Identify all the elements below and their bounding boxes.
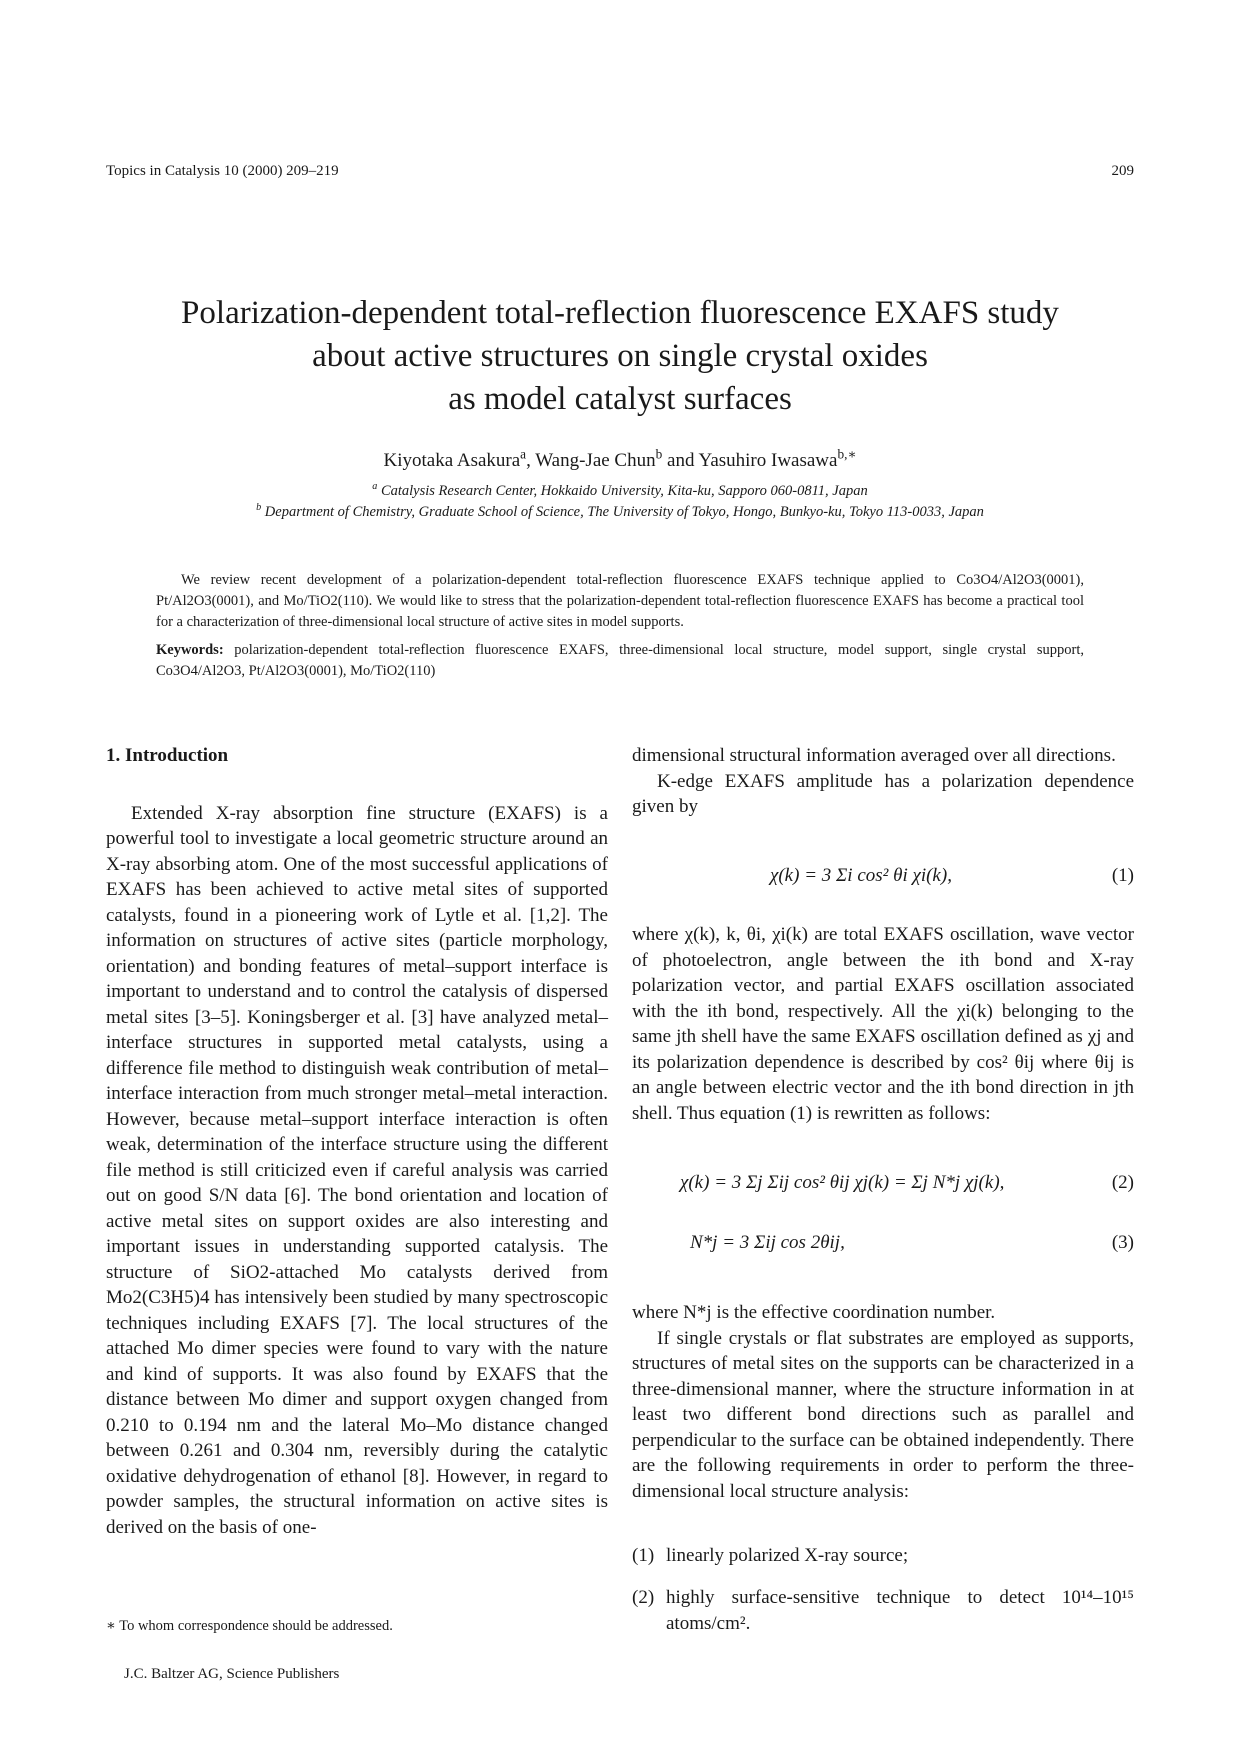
body-paragraph: If single crystals or flat substrates are employed as supports, structures of metal sites on the supports can be characterized in a three-dimensional manner, where the structure information in at least two different bond directions such as parallel and perpendicular to the surface can be obtained independently. There are the following requirements in order to perform the three-dimensional local structure analysis:: [632, 1327, 1134, 1502]
left-column: [106, 743, 608, 1540]
author-name: Yasuhiro Iwasawa: [698, 450, 838, 471]
author-affil-mark: a: [520, 446, 527, 462]
keywords: [156, 640, 1084, 682]
title-line-2: about active structures on single crystal oxides: [312, 338, 928, 374]
author-list: [0, 446, 1240, 472]
author-separator: ,: [526, 450, 536, 471]
affiliation-b: [0, 504, 1240, 521]
body-paragraph: where N*j is the effective coordination number.: [632, 1302, 996, 1323]
section-heading: 1. Introduction: [106, 745, 229, 766]
right-column-block-3: [632, 1300, 1134, 1504]
affiliation-mark: b: [256, 502, 262, 514]
journal-citation: Topics in Catalysis 10 (2000) 209–219: [106, 163, 339, 179]
affiliation-a: [0, 483, 1240, 500]
paper-title: [0, 292, 1240, 421]
continued-paragraph: dimensional structural information averaged over all directions.: [632, 745, 1116, 766]
body-paragraph: K-edge EXAFS amplitude has a polarization dependence given by: [632, 770, 1134, 817]
abstract-text: We review recent development of a polarization-dependent total-reflection fluorescence EXAFS technique applied to Co3O4/Al2O3(0001), Pt/Al2O3(0001), and Mo/TiO2(110). We would like to stress that the polarization-dependent total-reflection fluorescence EXAFS has become a practical tool for a characterization of three-dimensional local structure of active sites in model supports.: [156, 572, 1084, 630]
intro-paragraph: Extended X-ray absorption fine structure (EXAFS) is a powerful tool to investigate a local geometric structure around an X-ray absorbing atom. One of the most successful applications of EXAFS has been achieved to active metal sites of supported catalysts, found in a pioneering work of Lytle et al. [1,2]. The information on structures of active sites (particle morphology, orientation) and bonding features of metal–support interface is important to understand and to control the catalysis of dispersed metal sites [3–5]. Koningsberger et al. [3] have analyzed metal–interface structures in supported metal catalysts, using a difference file method to distinguish weak contribution of metal–interface interaction from much stronger metal–metal interaction. However, because metal–support interface interaction is often weak, determination of the interface structure using the different file method is still criticized even if careful analysis was carried out on good S/N data [6]. The bond orientation and location of active metal sites on support oxides are also interesting and important issues in understanding supported catalysis. The structure of SiO2-attached Mo catalysts derived from Mo2(C3H5)4 has intensively been studied by many spectroscopic techniques including EXAFS [7]. The local structures of the attached Mo dimer species were found to vary with the nature and kind of supports. It was also found by EXAFS that the distance between Mo dimer and support oxygen changed from 0.210 to 0.194 nm and the lateral Mo–Mo distance changed between 0.261 and 0.304 nm, reversibly during the catalytic oxidative dehydrogenation of ethanol [8]. However, in regard to powder samples, the structural information on active sites is derived on the basis of one-: [106, 802, 608, 1538]
keywords-label: Keywords:: [156, 642, 224, 658]
author-affil-mark: b,∗: [837, 446, 857, 462]
affiliation-text: Department of Chemistry, Graduate School of Science, The University of Tokyo, Hongo, Bunkyo-ku, Tokyo 113-0033, Japan: [264, 504, 984, 520]
keywords-text: polarization-dependent total-reflection fluorescence EXAFS, three-dimensional local structure, model support, single crystal support, Co3O4/Al2O3, Pt/Al2O3(0001), Mo/TiO2(110): [156, 642, 1085, 679]
publisher-line: J.C. Baltzer AG, Science Publishers: [124, 1666, 340, 1682]
page-number: 209: [1111, 163, 1134, 179]
equation-3: N*j = 3 Σij cos 2θij,: [690, 1232, 845, 1253]
author-affil-mark: b: [655, 446, 663, 462]
list-number: (1): [632, 1545, 655, 1566]
equation-2: χ(k) = 3 Σj Σij cos² θij χj(k) = Σj N*j χj(k),: [680, 1172, 1005, 1193]
author-name: Wang-Jae Chun: [535, 450, 656, 471]
right-column: [632, 743, 1134, 820]
equation-number: (2): [1111, 1172, 1134, 1193]
body-paragraph: where χ(k), k, θi, χi(k) are total EXAFS oscillation, wave vector of photoelectron, angle between the ith bond and X-ray polarization vector, and partial EXAFS oscillation associated with the ith bond, respectively. All the χi(k) belonging to the same jth shell have the same EXAFS oscillation defined as χj and its polarization dependence is described by cos² θij where θij is an angle between electric vector and the ith bond direction in jth shell. Thus equation (1) is rewritten as follows:: [632, 924, 1134, 1124]
equation-1: χ(k) = 3 Σi cos² θi χi(k),: [770, 865, 952, 886]
footnote: ∗ To whom correspondence should be addressed.: [106, 1618, 393, 1634]
list-item: [632, 1543, 654, 1569]
title-line-1: Polarization-dependent total-reflection fluorescence EXAFS study: [181, 295, 1059, 331]
equation-number: (1): [1111, 865, 1134, 886]
list-item-text: highly surface-sensitive technique to detect 10¹⁴–10¹⁵ atoms/cm².: [666, 1587, 1134, 1634]
right-column-block-2: [632, 922, 1134, 1126]
author-name: Kiyotaka Asakura: [383, 450, 521, 471]
author-separator: and: [662, 450, 699, 471]
list-number: (2): [632, 1587, 655, 1608]
affiliation-mark: a: [372, 481, 378, 493]
list-item: [632, 1585, 654, 1611]
list-item-text: linearly polarized X-ray source;: [666, 1545, 909, 1566]
title-line-3: as model catalyst surfaces: [448, 381, 792, 417]
affiliation-text: Catalysis Research Center, Hokkaido University, Kita-ku, Sapporo 060-0811, Japan: [380, 483, 868, 499]
equation-number: (3): [1111, 1232, 1134, 1253]
abstract: [156, 570, 1084, 633]
